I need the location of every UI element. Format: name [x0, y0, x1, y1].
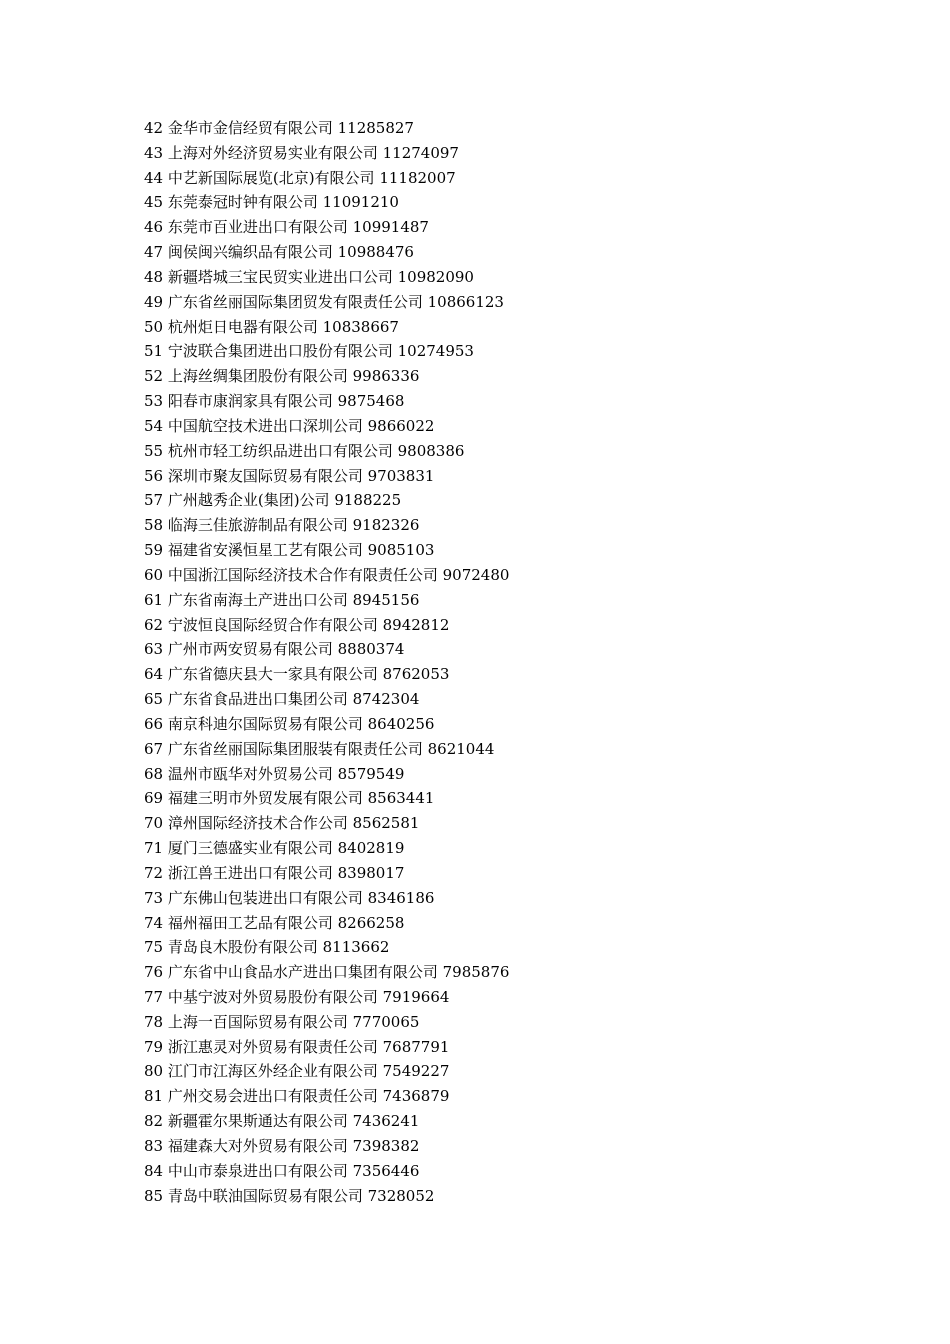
list-item [144, 1109, 509, 1134]
list-item-text: 85 青岛中联油国际贸易有限公司 7328052 [144, 1186, 435, 1205]
list-item [144, 811, 509, 836]
list-item [144, 985, 509, 1010]
list-item [144, 339, 509, 364]
list-item-text: 68 温州市瓯华对外贸易公司 8579549 [144, 764, 405, 783]
list-item [144, 960, 509, 985]
list-item-text: 73 广东佛山包装进出口有限公司 8346186 [144, 888, 435, 907]
list-item [144, 637, 509, 662]
list-item [144, 1184, 509, 1209]
list-item-text: 56 深圳市聚友国际贸易有限公司 9703831 [144, 466, 435, 485]
company-list [144, 116, 509, 1208]
list-item [144, 1059, 509, 1084]
list-item-text: 49 广东省丝丽国际集团贸发有限责任公司 10866123 [144, 292, 504, 311]
list-item-text: 84 中山市泰泉进出口有限公司 7356446 [144, 1161, 420, 1180]
list-item-text: 59 福建省安溪恒星工艺有限公司 9085103 [144, 541, 435, 560]
list-item-text: 82 新疆霍尔果斯通达有限公司 7436241 [144, 1112, 420, 1131]
list-item [144, 290, 509, 315]
list-item [144, 414, 509, 439]
list-item [144, 439, 509, 464]
list-item [144, 935, 509, 960]
list-item-text: 51 宁波联合集团进出口股份有限公司 10274953 [144, 342, 474, 361]
list-item [144, 513, 509, 538]
list-item [144, 538, 509, 563]
list-item [144, 911, 509, 936]
list-item [144, 215, 509, 240]
list-item-text: 42 金华市金信经贸有限公司 11285827 [144, 119, 414, 137]
list-item [144, 662, 509, 687]
list-item [144, 116, 509, 141]
list-item [144, 1134, 509, 1159]
list-item [144, 190, 509, 215]
list-item-text: 53 阳春市康润家具有限公司 9875468 [144, 392, 405, 411]
list-item [144, 315, 509, 340]
list-item [144, 464, 509, 489]
list-item-text: 45 东莞泰冠时钟有限公司 11091210 [144, 193, 399, 212]
list-item [144, 786, 509, 811]
list-item-text: 70 漳州国际经济技术合作公司 8562581 [144, 814, 420, 833]
list-item-text: 48 新疆塔城三宝民贸实业进出口公司 10982090 [144, 267, 474, 286]
list-item-text: 72 浙江兽王进出口有限公司 8398017 [144, 863, 405, 882]
list-item [144, 563, 509, 588]
list-item-text: 83 福建森大对外贸易有限公司 7398382 [144, 1136, 420, 1155]
list-item [144, 836, 509, 861]
list-item [144, 737, 509, 762]
list-item [144, 1010, 509, 1035]
list-item-text: 76 广东省中山食品水产进出口集团有限公司 7985876 [144, 963, 510, 982]
list-item [144, 1084, 509, 1109]
list-item-text: 78 上海一百国际贸易有限公司 7770065 [144, 1012, 420, 1031]
list-item-text: 58 临海三佳旅游制品有限公司 9182326 [144, 516, 420, 535]
list-item-text: 60 中国浙江国际经济技术合作有限责任公司 9072480 [144, 565, 510, 584]
list-item [144, 1159, 509, 1184]
list-item-text: 64 广东省德庆县大一家具有限公司 8762053 [144, 665, 450, 684]
list-item-text: 81 广州交易会进出口有限责任公司 7436879 [144, 1087, 450, 1106]
list-item-text: 57 广州越秀企业(集团)公司 9188225 [144, 491, 402, 510]
list-item-text: 50 杭州炬日电器有限公司 10838667 [144, 317, 399, 336]
list-item [144, 886, 509, 911]
list-item-text: 61 广东省南海土产进出口公司 8945156 [144, 590, 420, 609]
list-item-text: 66 南京科迪尔国际贸易有限公司 8640256 [144, 714, 435, 733]
list-item-text: 71 厦门三德盛实业有限公司 8402819 [144, 839, 405, 858]
list-item [144, 687, 509, 712]
list-item [144, 613, 509, 638]
list-item-text: 75 青岛良木股份有限公司 8113662 [144, 938, 390, 957]
list-item [144, 141, 509, 166]
list-item-text: 77 中基宁波对外贸易股份有限公司 7919664 [144, 987, 450, 1006]
list-item [144, 166, 509, 191]
list-item [144, 364, 509, 389]
list-item [144, 588, 509, 613]
list-item [144, 240, 509, 265]
list-item-text: 74 福州福田工艺品有限公司 8266258 [144, 913, 405, 932]
list-item-text: 54 中国航空技术进出口深圳公司 9866022 [144, 416, 435, 435]
list-item [144, 1035, 509, 1060]
list-item-text: 43 上海对外经济贸易实业有限公司 11274097 [144, 143, 459, 162]
list-item [144, 265, 509, 290]
list-item-text: 80 江门市江海区外经企业有限公司 7549227 [144, 1062, 450, 1081]
list-item [144, 861, 509, 886]
list-item-text: 46 东莞市百业进出口有限公司 10991487 [144, 218, 429, 237]
list-item [144, 389, 509, 414]
list-item [144, 488, 509, 513]
list-item-text: 69 福建三明市外贸发展有限公司 8563441 [144, 789, 435, 808]
list-item-text: 67 广东省丝丽国际集团服装有限责任公司 8621044 [144, 739, 495, 758]
list-item [144, 712, 509, 737]
list-item-text: 52 上海丝绸集团股份有限公司 9986336 [144, 367, 420, 386]
list-item-text: 63 广州市两安贸易有限公司 8880374 [144, 640, 405, 659]
list-item-text: 55 杭州市轻工纺织品进出口有限公司 9808386 [144, 441, 465, 460]
list-item-text: 47 闽侯闽兴编织品有限公司 10988476 [144, 243, 414, 262]
list-item-text: 44 中艺新国际展览(北京)有限公司 11182007 [144, 168, 456, 187]
list-item [144, 762, 509, 787]
list-item-text: 79 浙江惠灵对外贸易有限责任公司 7687791 [144, 1037, 450, 1056]
list-item-text: 65 广东省食品进出口集团公司 8742304 [144, 690, 420, 709]
list-item-text: 62 宁波恒良国际经贸合作有限公司 8942812 [144, 615, 450, 634]
